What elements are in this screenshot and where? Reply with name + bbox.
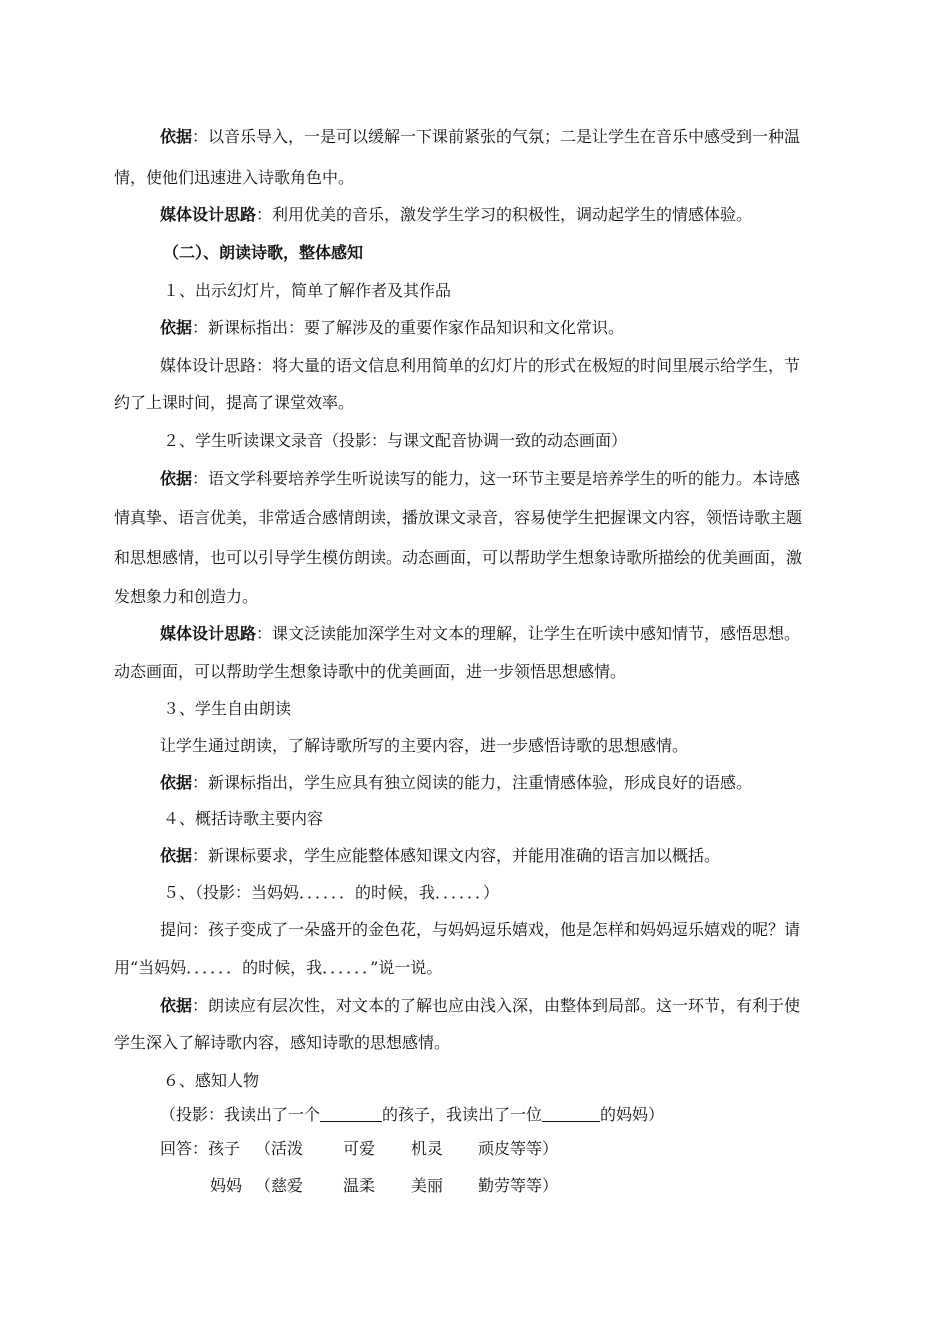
paragraph-media: 媒体设计思路：将大量的语文信息利用简单的幻灯片的形式在极短的时间里展示给学生，节 bbox=[160, 356, 801, 375]
paragraph-text: ：以音乐导入，一是可以缓解一下课前紧张的气氛；二是让学生在音乐中感受到一种温 bbox=[192, 127, 801, 146]
child-trait: （活泼 bbox=[255, 1139, 304, 1158]
prompt-part: 的妈妈） bbox=[600, 1105, 665, 1124]
basis-label: 依据 bbox=[160, 846, 193, 865]
basis-label: 依据 bbox=[160, 469, 193, 488]
fill-blank bbox=[320, 1105, 382, 1122]
paragraph-text: ：新课标要求，学生应能整体感知课文内容，并能用准确的语言加以概括。 bbox=[192, 846, 721, 865]
item-title: １、出示幻灯片，简单了解作者及其作品 bbox=[163, 281, 452, 300]
paragraph-text: ：语文学科要培养学生听说读写的能力，这一环节主要是培养学生的听的能力。本诗感 bbox=[192, 469, 801, 488]
paragraph-text: 让学生通过朗读，了解诗歌所写的主要内容，进一步感悟诗歌的思想感情。 bbox=[160, 736, 689, 755]
paragraph-basis bbox=[160, 773, 752, 793]
paragraph-media-music bbox=[160, 205, 752, 225]
paragraph-question: 提问：孩子变成了一朵盛开的金色花，与妈妈逗乐嬉戏，他是怎样和妈妈逗乐嬉戏的呢？请 bbox=[160, 920, 801, 939]
answer-label: 回答：孩子 bbox=[160, 1139, 241, 1158]
paragraph-continuation: 发想象力和创造力。 bbox=[114, 587, 259, 606]
projection-prompt bbox=[160, 1105, 664, 1125]
item-title: ３、学生自由朗读 bbox=[163, 699, 292, 718]
basis-label: 依据 bbox=[160, 318, 193, 337]
child-trait: 可爱 bbox=[343, 1139, 376, 1158]
paragraph-continuation: 动态画面，可以帮助学生想象诗歌中的优美画面，进一步领悟思想感情。 bbox=[114, 662, 627, 681]
paragraph-continuation: 用“当妈妈．．．．．．的时候，我．．．．．．”说一说。 bbox=[114, 958, 443, 977]
prompt-part: 的孩子，我读出了一位 bbox=[382, 1105, 543, 1124]
item-title: ４、概括诗歌主要内容 bbox=[163, 809, 324, 828]
paragraph-text: ：新课标指出：要了解涉及的重要作家作品知识和文化常识。 bbox=[192, 318, 625, 337]
child-trait: 顽皮等等） bbox=[478, 1139, 559, 1158]
mother-trait: 温柔 bbox=[343, 1176, 376, 1195]
paragraph-continuation: 情真挚、语言优美，非常适合感情朗读，播放课文录音，容易使学生把握课文内容，领悟诗歌主题 bbox=[114, 508, 803, 527]
section-heading: （二）、朗读诗歌，整体感知 bbox=[163, 243, 364, 262]
paragraph-continuation: 情，使他们迅速进入诗歌角色中。 bbox=[114, 168, 355, 187]
basis-label: 依据 bbox=[160, 996, 193, 1015]
item-title: ５、（投影：当妈妈．．．．．．的时候，我．．．．．．） bbox=[163, 883, 500, 902]
mother-trait: 美丽 bbox=[411, 1176, 444, 1195]
mother-trait: 勤劳等等） bbox=[478, 1176, 559, 1195]
paragraph-text: ：新课标指出，学生应具有独立阅读的能力，注重情感体验，形成良好的语感。 bbox=[192, 773, 753, 792]
paragraph-text: ：朗读应有层次性，对文本的了解也应由浅入深，由整体到局部。这一环节，有利于使 bbox=[192, 996, 801, 1015]
paragraph-basis bbox=[160, 469, 800, 489]
paragraph-continuation: 约了上课时间，提高了课堂效率。 bbox=[114, 393, 355, 412]
paragraph-basis bbox=[160, 846, 720, 866]
mother-label: 妈妈 bbox=[210, 1176, 243, 1195]
paragraph-basis-music bbox=[160, 127, 800, 147]
paragraph-basis bbox=[160, 318, 624, 338]
paragraph-basis bbox=[160, 996, 800, 1016]
item-title: ６、感知人物 bbox=[163, 1071, 260, 1090]
paragraph-text: ：课文泛读能加深学生对文本的理解，让学生在听读中感知情节，感悟思想。 bbox=[256, 624, 801, 643]
paragraph-text: ：利用优美的音乐，激发学生学习的积极性，调动起学生的情感体验。 bbox=[256, 205, 753, 224]
basis-label: 依据 bbox=[160, 773, 193, 792]
prompt-part: （投影：我读出了一个 bbox=[160, 1105, 321, 1124]
media-label: 媒体设计思路 bbox=[160, 624, 257, 643]
basis-label: 依据 bbox=[160, 127, 193, 146]
paragraph-continuation: 学生深入了解诗歌内容，感知诗歌的思想感情。 bbox=[114, 1033, 451, 1052]
item-title: ２、学生听读课文录音（投影：与课文配音协调一致的动态画面） bbox=[163, 431, 628, 450]
media-label: 媒体设计思路 bbox=[160, 205, 257, 224]
paragraph-media bbox=[160, 624, 800, 644]
mother-trait: （慈爱 bbox=[255, 1176, 304, 1195]
child-trait: 机灵 bbox=[411, 1139, 444, 1158]
fill-blank bbox=[542, 1105, 600, 1122]
paragraph-continuation: 和思想感情，也可以引导学生模仿朗读。动态画面，可以帮助学生想象诗歌所描绘的优美画面，激 bbox=[114, 548, 803, 567]
